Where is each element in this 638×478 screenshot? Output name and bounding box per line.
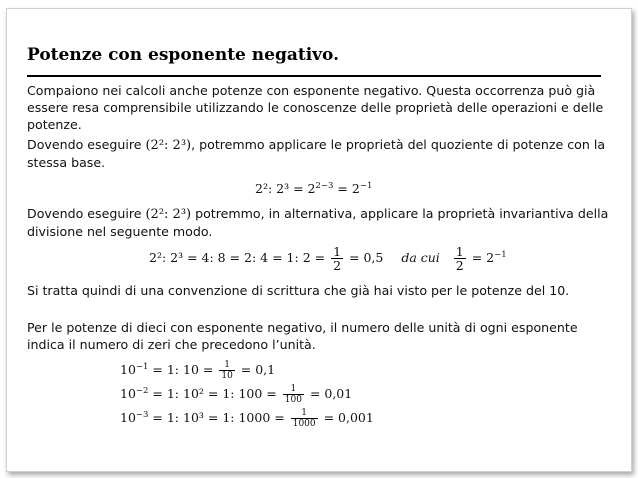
row-mid: = 1: 10³ = 1: 1000 = <box>148 410 285 425</box>
powers-row-3 <box>120 408 374 429</box>
powers-row-2 <box>120 384 352 405</box>
numerator: 1 <box>283 384 304 395</box>
expression: (2²: 2³) <box>145 138 192 153</box>
row-mid: = 1: 10² = 1: 100 = <box>148 386 277 401</box>
base: 10 <box>120 362 136 377</box>
denominator: 10 <box>221 371 233 381</box>
row-result: = 0,001 <box>323 410 374 425</box>
exponent: −3 <box>135 410 149 420</box>
equation-invariant <box>149 245 507 272</box>
paragraph-powers-of-ten: Per le potenze di dieci con esponente negativo, il numero delle unità di ogni esponente indica il numero di zeri che precedono l’unità. <box>27 320 578 352</box>
text: Dovendo eseguire <box>27 206 146 221</box>
numerator: 1 <box>333 244 342 259</box>
text: , potremmo applicare le proprietà del quoziente di potenze con la stessa base. <box>27 137 606 170</box>
page-title: Potenze con esponente negativo. <box>27 45 340 65</box>
base: 10 <box>120 410 136 425</box>
text: Dovendo eseguire <box>27 137 146 152</box>
paragraph-convention: Si tratta quindi di una convenzione di scrittura che già hai visto per le potenze del 10. <box>27 283 570 298</box>
exponent: −2 <box>135 386 149 396</box>
exponent: −1 <box>135 362 149 372</box>
slide <box>6 8 632 472</box>
eq-result: = 0,5 <box>349 250 384 265</box>
eq-exp: −1 <box>359 181 373 191</box>
eq-lhs: 2²: 2³ = 2 <box>255 181 316 196</box>
fraction <box>283 384 304 405</box>
paragraph-intro: Compaiono nei calcoli anche potenze con esponente negativo. Questa occorrenza può già essere resa comprensibile utilizzando le conoscenze delle proprietà delle operazioni e delle potenze. <box>27 83 604 132</box>
base: 10 <box>120 386 136 401</box>
fraction <box>331 245 343 272</box>
row-result: = 0,01 <box>309 386 353 401</box>
eq-result: = 2 <box>471 250 495 265</box>
fraction <box>454 245 466 272</box>
numerator: 1 <box>219 360 234 371</box>
eq-exp: 2−3 <box>315 181 334 191</box>
eq-mid: = 2 <box>333 181 360 196</box>
fraction <box>291 408 318 429</box>
fraction <box>219 360 234 381</box>
denominator: 2 <box>455 258 464 273</box>
eq-exp: −1 <box>494 250 507 260</box>
expression: (2²: 2³) <box>145 207 192 222</box>
numerator: 1 <box>455 244 464 259</box>
paragraph-quotient <box>27 136 617 171</box>
denominator: 100 <box>284 395 302 405</box>
numerator: 1 <box>291 408 318 419</box>
powers-row-1 <box>120 360 275 381</box>
denominator: 2 <box>333 258 342 273</box>
eq-lhs: 2²: 2³ = 4: 8 = 2: 4 = 1: 2 = <box>149 250 326 265</box>
paragraph-invariant <box>27 205 617 240</box>
da-cui: da cui <box>401 250 440 265</box>
denominator: 1000 <box>292 419 316 429</box>
row-mid: = 1: 10 = <box>148 362 214 377</box>
row-result: = 0,1 <box>240 362 276 377</box>
text: potremmo, in alternativa, applicare la proprietà invariantiva della divisione nel seguente modo. <box>27 206 609 239</box>
equation-quotient <box>255 181 372 196</box>
title-rule <box>27 75 601 77</box>
